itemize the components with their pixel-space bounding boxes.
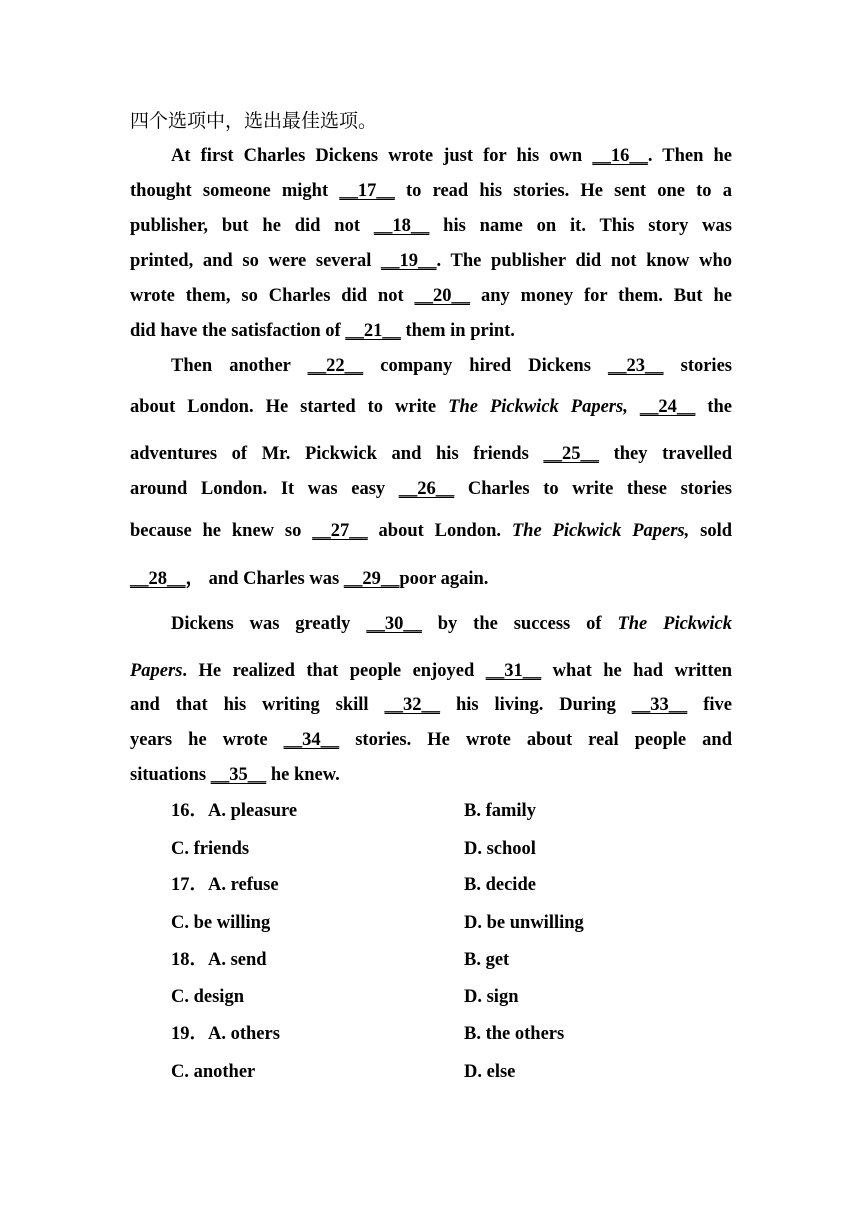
text: by the success of [421,614,618,634]
text: five [687,695,732,715]
passage-line [130,249,732,273]
option-c: C. be willing [171,913,271,933]
blank-31: __31__ [485,661,542,681]
text: stories. He wrote about real people and [339,730,732,750]
book-title: Papers [130,661,183,681]
text: about London. [367,521,512,541]
text: years he wrote [130,730,284,750]
text: his living. During [440,695,632,715]
text: what he had written [541,661,732,681]
option-c: C. another [171,1062,256,1082]
passage-line [130,179,732,203]
passage-line [130,728,732,752]
text: he knew. [266,765,340,785]
blank-21: __21__ [345,321,401,341]
option-b: B. the others [464,1024,565,1044]
blank-28: __28__ [130,569,186,589]
passage-line [130,395,732,419]
option-d: D. school [464,839,536,859]
option-d: D. be unwilling [464,913,584,933]
blank-19: __19__ [381,251,437,271]
option-b: B. family [464,801,536,821]
blank-35: __35__ [210,765,267,785]
text [628,397,640,417]
option-a: 16．A. pleasure [171,801,298,821]
passage-line [130,659,732,683]
text: because he knew so [130,521,313,541]
passage-line [130,477,732,501]
text: Then another [171,356,308,376]
option-a: 19．A. others [171,1024,280,1044]
book-title: The Pickwick Papers, [511,521,690,541]
option-a: 17．A. refuse [171,875,279,895]
blank-29: __29__ [343,569,400,589]
blank-16: __16__ [592,146,648,166]
text: situations [130,765,211,785]
text: to read his stories. He sent one to a [394,181,732,201]
text: adventures of Mr. Pickwick and his friends [130,444,544,464]
text: Dickens was greatly [171,614,367,634]
passage-line [130,693,732,717]
text: company hired Dickens [363,356,609,376]
passage-line [171,612,732,636]
text: ， and Charles was [185,569,344,589]
passage-line [130,442,732,466]
blank-27: __27__ [312,521,368,541]
blank-34: __34__ [283,730,340,750]
text: poor again. [399,569,489,589]
text: . The publisher did not know who [436,251,733,271]
passage-line [130,214,732,238]
blank-25: __25__ [543,444,599,464]
blank-22: __22__ [307,356,364,376]
blank-23: __23__ [608,356,664,376]
option-b: B. decide [464,875,536,895]
book-title: The Pickwick [617,614,732,634]
option-d: D. else [464,1062,516,1082]
text: around London. It was easy [130,479,399,499]
text: publisher, but he did not [130,216,374,236]
passage-line [130,763,732,787]
option-d: D. sign [464,987,519,1007]
option-a: 18．A. send [171,950,267,970]
blank-26: __26__ [398,479,455,499]
passage-line [130,519,732,543]
passage-line [130,567,732,591]
text: stories [663,356,732,376]
passage-line [130,284,732,308]
text: Charles to write these stories [454,479,732,499]
option-c: C. design [171,987,244,1007]
text: and that his writing skill [130,695,385,715]
text: wrote them, so Charles did not [130,286,415,306]
blank-30: __30__ [366,614,422,634]
text: about London. He started to write [130,397,449,417]
text: his name on it. This story was [429,216,732,236]
book-title: The Pickwick Papers, [448,397,628,417]
text: sold [689,521,733,541]
blank-18: __18__ [373,216,430,236]
blank-32: __32__ [384,695,440,715]
passage-line [130,319,732,343]
text: . Then he [647,146,732,166]
text: At first Charles Dickens wrote just for his own [171,146,593,166]
text: them in print. [400,321,515,341]
instruction: 四个选项中，选出最佳选项。 [130,110,378,132]
passage-line [171,354,732,378]
option-c: C. friends [171,839,250,859]
text: did have the satisfaction of [130,321,346,341]
blank-33: __33__ [631,695,688,715]
blank-24: __24__ [639,397,696,417]
passage-line [171,144,732,168]
text: printed, and so were several [130,251,382,271]
text: the [695,397,732,417]
text: they travelled [598,444,732,464]
text: any money for them. But he [470,286,732,306]
blank-17: __17__ [339,181,395,201]
option-b: B. get [464,950,510,970]
blank-20: __20__ [414,286,471,306]
text: . He realized that people enjoyed [182,661,486,681]
text: thought someone might [130,181,340,201]
